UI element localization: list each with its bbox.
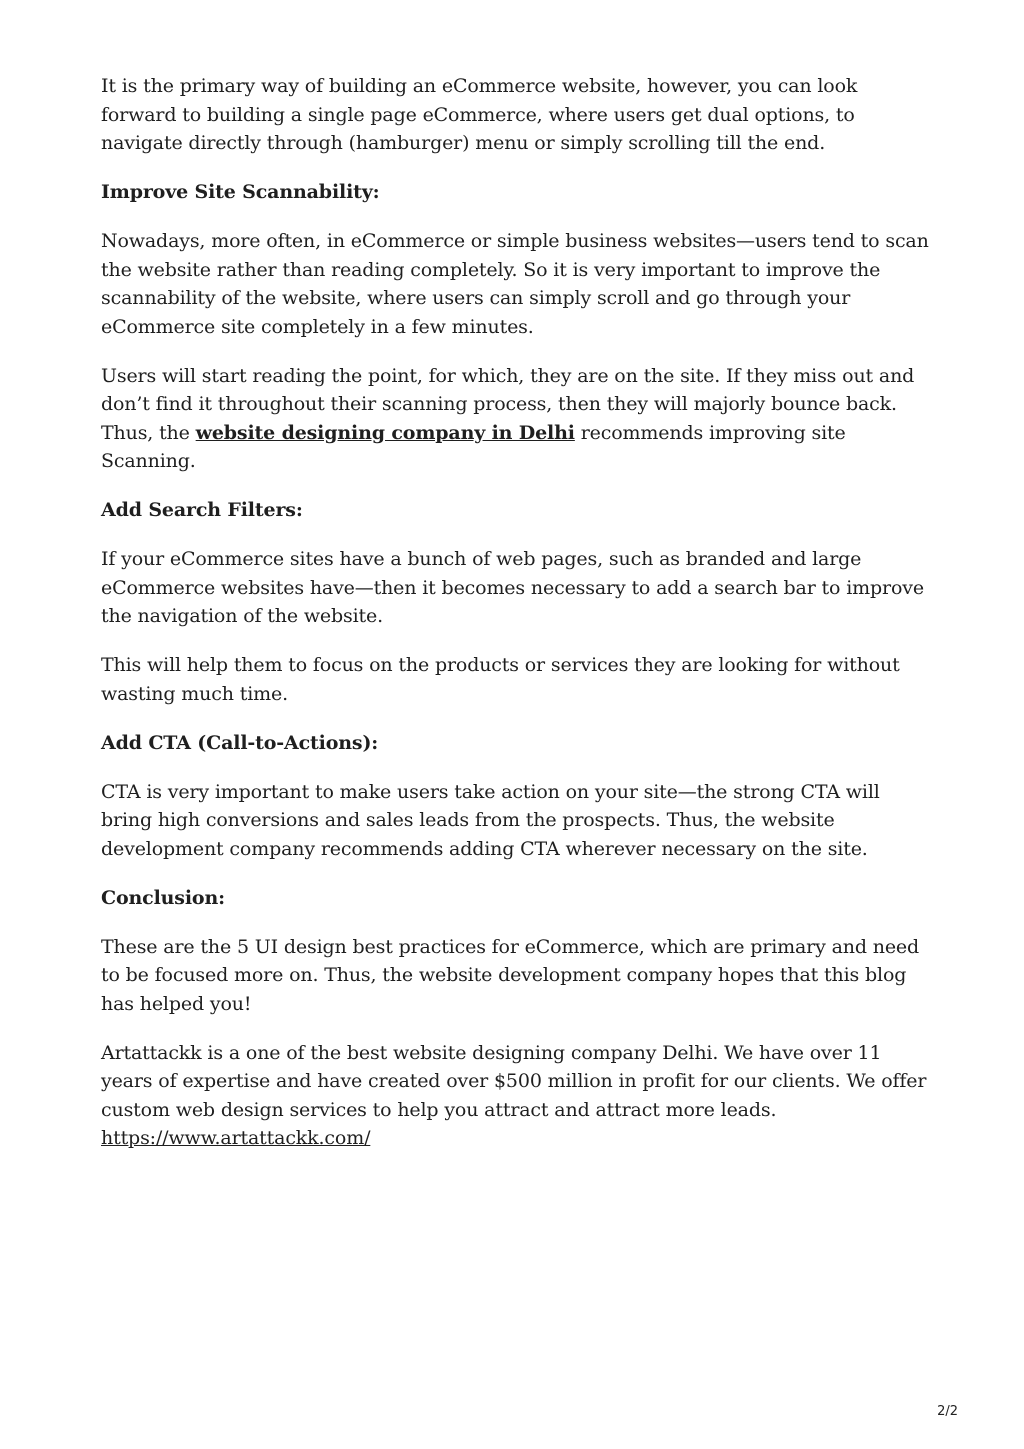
website-designing-company-link[interactable]: website designing company in Delhi xyxy=(195,421,575,444)
paragraph-scannability: Nowadays, more often, in eCommerce or simple business websites—users tend to scan the website rather than reading completely. So it is very important to improve the scannability of the website, where users can simply scroll and go through your eCommerce site completely in a few minutes. xyxy=(101,230,929,338)
paragraph-cta: CTA is very important to make users take action on your site—the strong CTA will bring high conversions and sales leads from the prospects. Thus, the website development company recommends adding CTA wherever necessary on the site. xyxy=(101,780,880,860)
about-company-text: Artattackk is a one of the best website designing company Delhi. We have over 11 years of expertise and have created over $500 million in profit for our clients. We offer custom web design services to help you attract and attract more leads. xyxy=(101,1041,927,1121)
company-url-link[interactable]: https://www.artattackk.com/ xyxy=(101,1127,371,1149)
heading-conclusion: Conclusion: xyxy=(101,886,225,909)
paragraph-about-company xyxy=(101,1039,931,1153)
paragraph-search-bar: If your eCommerce sites have a bunch of web pages, such as branded and large eCommerce websites have—then it becomes necessary to add a search bar to improve the navigation of the website. xyxy=(101,548,924,627)
heading-add-search-filters: Add Search Filters: xyxy=(101,499,303,521)
page-number: 2/2 xyxy=(937,1404,958,1419)
heading-add-cta: Add CTA (Call-to-Actions): xyxy=(101,731,379,754)
paragraph-text-after-link: recommends improving site Scanning. xyxy=(101,421,846,472)
paragraph-scanning-process xyxy=(101,362,931,476)
paragraph-conclusion: These are the 5 UI design best practices for eCommerce, which are primary and need to be focused more on. Thus, the website development company hopes that this blog has helped you! xyxy=(101,935,920,1015)
paragraph-text-before-link: Users will start reading the point, for which, they are on the site. If they miss out and don’t find it throughout their scanning process, then they will majorly bounce back. Thus, the xyxy=(101,364,915,444)
paragraph-intro: It is the primary way of building an eCommerce website, however, you can look forward to building a single page eCommerce, where users get dual options, to navigate directly through (hamburger) menu or simply scrolling till the end. xyxy=(101,75,858,154)
document-body xyxy=(101,72,931,1153)
paragraph-focus-products: This will help them to focus on the products or services they are looking for without wasting much time. xyxy=(101,654,900,705)
heading-improve-scannability: Improve Site Scannability: xyxy=(101,181,380,203)
